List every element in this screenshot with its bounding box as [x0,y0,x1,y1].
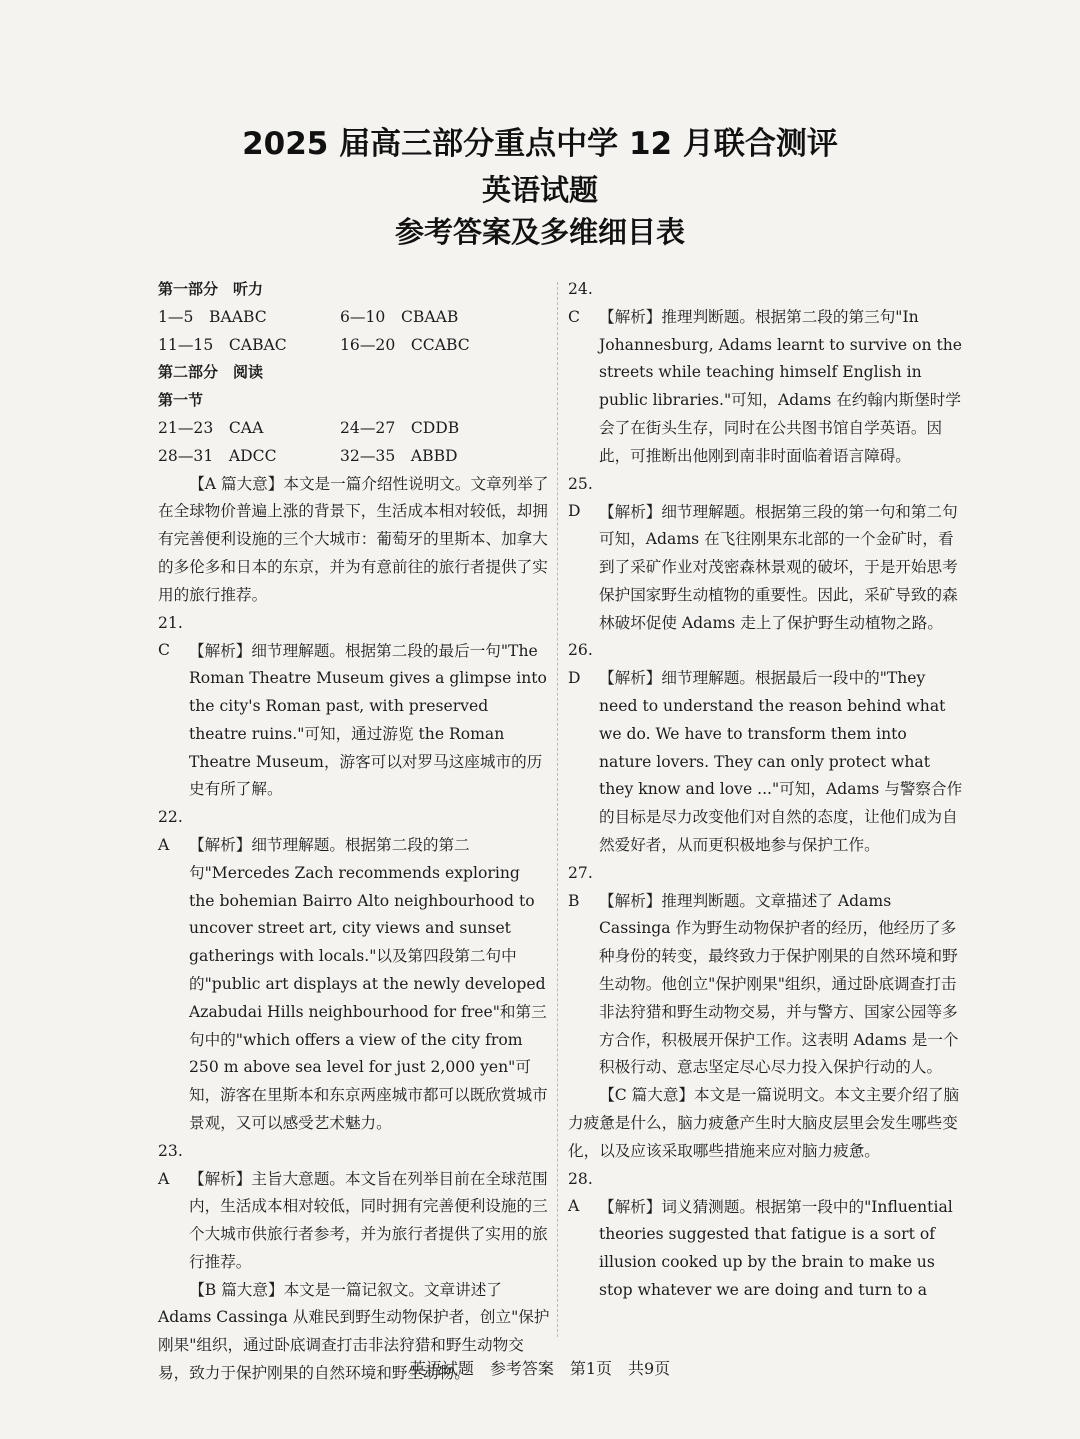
answer-group: 1—5 BAABC [158,307,267,326]
answer-group: 21—23 CAA [158,418,264,437]
answer-25-text: 【解析】细节理解题。根据第三段的第一句和第二句可知，Adams 在飞往刚果东北部的一个金矿时，看到了采矿作业对茂密森林景观的破坏，于是开始思考保护国家野生动植物的重要性。因此，采矿导致的森林破坏促使 Adams 走上了保护野生动植物之路。 [599,502,958,632]
left-column [158,276,550,1388]
page-subtitle: 参考答案及多维细目表 [394,215,685,249]
answer-21-lead: 21. C [158,613,183,660]
answer-28-lead: 28. A [568,1169,593,1216]
answer-26-text: 【解析】细节理解题。根据最后一段中的"They need to understand the reason behind what we do. We have to transform them into nature lovers. They can only protect what they know and love ..."可知，Adams 与警察合作的目标是尽力改变他们对自然的态度，让他们成为自然爱好者，从而更积极地参与保护工作。 [599,669,963,854]
part2-heading: 第二部分 阅读 [158,363,264,382]
answer-24-lead: 24. C [568,280,593,326]
summary-b: 【B 篇大意】本文是一篇记叙文。文章讲述了 Adams Cassinga 从难民到野生动物保护者，创立"保护刚果"组织，通过卧底调查打击非法狩猎和野生动物交易，致力于保护刚果的自然环境和野生动物。 [158,1280,550,1383]
answer-22 [158,804,550,1138]
answer-25-lead: 25. D [568,474,593,521]
column-divider [557,282,558,1337]
answer-24-text: 【解析】推理判断题。根据第二段的第三句"In Johannesburg, Adams learnt to survive on the streets while teaching himself English in public libraries."可知，Adams 在约翰内斯堡时学会了在街头生存，同时在公共图书馆自学英语。因此，可推断出他刚到南非时面临着语言障碍。 [599,307,963,465]
answer-group: 24—27 CDDB [340,418,460,437]
answer-row [158,304,550,332]
answer-27-text: 【解析】推理判断题。文章描述了 Adams Cassinga 作为野生动物保护者的经历，他经历了多种身份的转变，最终致力于保护刚果的自然环境和野生动物。他创立"保护刚果"组织，通过卧底调查打击非法狩猎和野生动物交易，并与警方、国家公园等多方合作，积极展开保护工作。这表明 Adams 是一个积极行动、意志坚定尽心尽力投入保护行动的人。 [599,891,959,1077]
page-footer: 英语试题 参考答案 第1页 共9页 [409,1359,671,1378]
answer-row [158,332,550,360]
answer-26-lead: 26. D [568,641,593,688]
part1-heading: 第一部分 听力 [158,280,264,298]
answer-group: 32—35 ABBD [340,446,458,465]
answer-24 [568,276,964,471]
answer-row [158,415,550,443]
section1-heading: 第一节 [158,391,204,410]
answer-28-text: 【解析】词义猜测题。根据第一段中的"Influential theories suggested that fatigue is a sort of illusion cooked up by the brain to make us stop whatever we are doing and turn to a [599,1197,953,1299]
summary-c: 【C 篇大意】本文是一篇说明文。本文主要介绍了脑力疲惫是什么，脑力疲惫产生时大脑皮层里会发生哪些变化，以及应该采取哪些措施来应对脑力疲惫。 [568,1086,960,1160]
answer-group: 28—31 ADCC [158,446,277,465]
answer-27-lead: 27. B [568,863,593,910]
answer-23-lead: 23. A [158,1141,183,1188]
subject-title: 英语试题 [481,173,598,207]
answer-23 [158,1138,550,1277]
summary-a: 【A 篇大意】本文是一篇介绍性说明文。文章列举了在全球物价普遍上涨的背景下，生活成本相对较低，却拥有完善便利设施的三个大城市：葡萄牙的里斯本、加拿大的多伦多和日本的东京，并为有意前往的旅行者提供了实用的旅行推荐。 [158,474,549,604]
page-title: 2025 届高三部分重点中学 12 月联合测评 [242,126,838,162]
answer-group: 11—15 CABAC [158,335,287,354]
answer-group: 6—10 CBAAB [340,307,459,326]
answer-group: 16—20 CCABC [340,335,470,354]
answer-21-text: 【解析】细节理解题。根据第二段的最后一句"The Roman Theatre Museum gives a glimpse into the city's Roman past, with preserved theatre ruins."可知，通过游览 the Roman Theatre Museum，游客可以对罗马这座城市的历史有所了解。 [189,641,547,799]
answer-28 [568,1166,964,1305]
answer-21 [158,610,550,805]
answer-23-text: 【解析】主旨大意题。本文旨在列举目前在全球范围内，生活成本相对较低，同时拥有完善便利设施的三个大城市供旅行者参考，并为旅行者提供了实用的旅行推荐。 [189,1169,548,1271]
answer-25 [568,471,964,638]
right-column [568,276,964,1304]
answer-26 [568,637,964,859]
answer-22-text: 【解析】细节理解题。根据第二段的第二句"Mercedes Zach recommends exploring the bohemian Bairro Alto neighbourhood to uncover street art, city views and sunset gatherings with locals."以及第四段第二句中的"public art displays at the newly developed Azabudai Hills neighbourhood for free"和第三句中的"which offers a view of the city from 250 m above sea level for just 2,000 yen"可知，游客在里斯本和东京两座城市都可以既欣赏城市景观，又可以感受艺术魅力。 [189,835,548,1132]
answer-row [158,443,550,471]
answer-27 [568,860,964,1082]
answer-22-lead: 22. A [158,808,183,854]
